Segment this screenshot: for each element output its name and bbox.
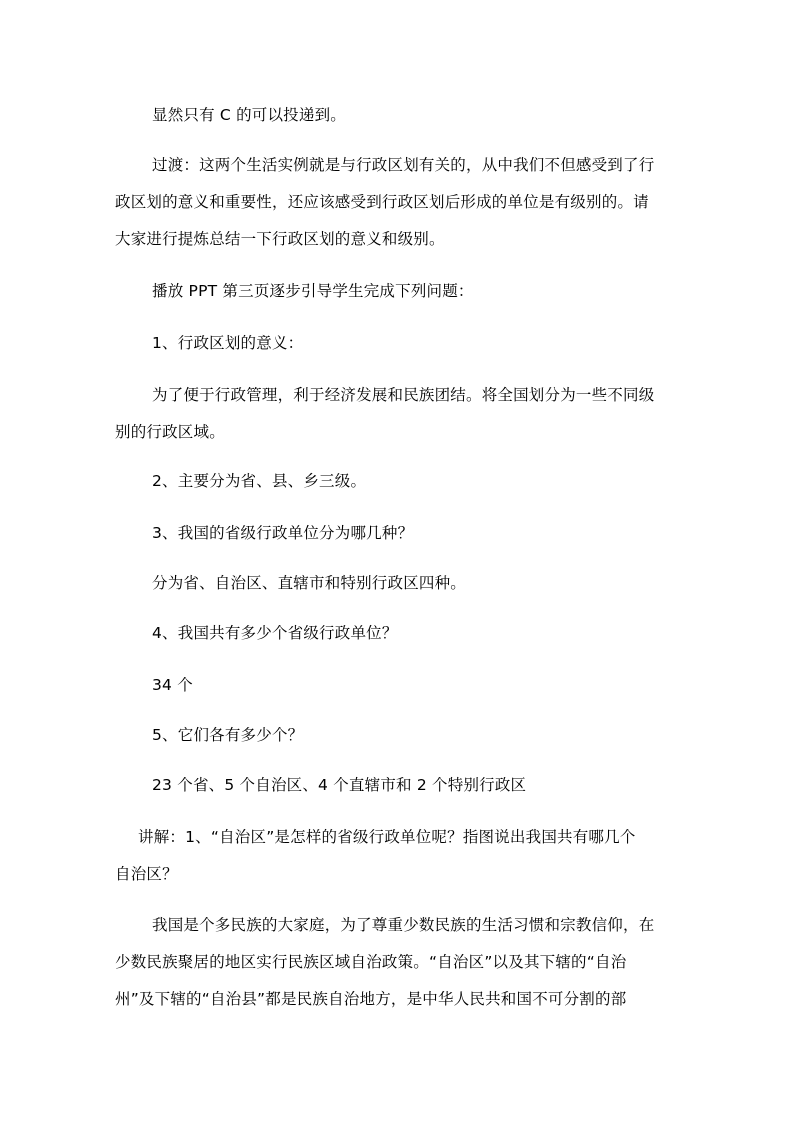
text-line: 3、我国的省级行政单位分为哪几种？ bbox=[152, 524, 414, 542]
text-line: 讲解：1、“自治区”是怎样的省级行政单位呢？指图说出我国共有哪几个 bbox=[138, 828, 636, 846]
text-line: 播放 PPT 第三页逐步引导学生完成下列问题： bbox=[152, 282, 474, 300]
text-line: 1、行政区划的意义： bbox=[152, 334, 304, 352]
text-line: 分为省、自治区、直辖市和特别行政区四种。 bbox=[152, 574, 467, 592]
text-line: 大家进行提炼总结一下行政区划的意义和级别。 bbox=[115, 230, 445, 248]
text-line: 2、主要分为省、县、乡三级。 bbox=[152, 472, 367, 490]
text-line: 州”及下辖的“自治县”都是民族自治地方，是中华人民共和国不可分割的部 bbox=[115, 990, 627, 1008]
text-line: 4、我国共有多少个省级行政单位？ bbox=[152, 624, 398, 642]
text-line: 自治区？ bbox=[115, 865, 178, 883]
text-line: 显然只有 C 的可以投递到。 bbox=[152, 106, 346, 124]
text-line: 政区划的意义和重要性，还应该感受到行政区划后形成的单位是有级别的。请 bbox=[115, 193, 649, 211]
text-line: 为了便于行政管理，利于经济发展和民族团结。将全国划分为一些不同级 bbox=[152, 386, 655, 404]
text-line: 别的行政区域。 bbox=[115, 423, 225, 441]
text-line: 5、它们各有多少个？ bbox=[152, 726, 304, 744]
text-line: 23 个省、5 个自治区、4 个直辖市和 2 个特别行政区 bbox=[152, 776, 527, 794]
text-line: 34 个 bbox=[152, 676, 193, 694]
text-line: 过渡：这两个生活实例就是与行政区划有关的，从中我们不但感受到了行 bbox=[152, 156, 655, 174]
text-line: 少数民族聚居的地区实行民族区域自治政策。“自治区”以及其下辖的“自治 bbox=[115, 953, 627, 971]
text-line: 我国是个多民族的大家庭，为了尊重少数民族的生活习惯和宗教信仰，在 bbox=[152, 916, 655, 934]
